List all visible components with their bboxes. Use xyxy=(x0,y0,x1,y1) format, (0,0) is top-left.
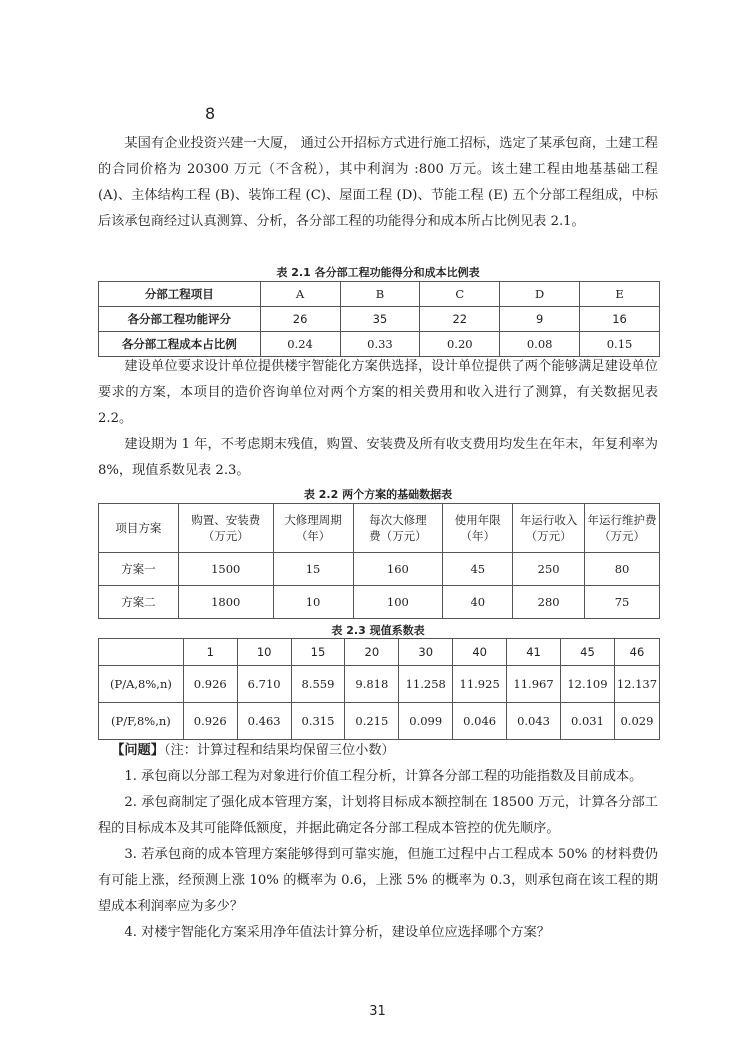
table3-cell: 12.137 xyxy=(614,666,659,703)
questions-heading xyxy=(98,738,658,764)
header-line: 费（万元） xyxy=(369,529,427,543)
table2-cell: 10 xyxy=(273,586,353,619)
table1-cell: 0.08 xyxy=(500,332,580,357)
paragraph-2 xyxy=(98,354,658,432)
table3-header-cell: 41 xyxy=(507,639,561,666)
table-row xyxy=(99,553,660,586)
table1-cell: 26 xyxy=(260,307,340,332)
table3-cell: 0.926 xyxy=(183,666,237,703)
header-line: 购置、安装费 xyxy=(191,513,261,527)
table2-header-cell xyxy=(273,504,353,553)
table3-cell: 0.926 xyxy=(183,703,237,740)
intro-paragraph xyxy=(98,131,658,235)
question-item: 2. 承包商制定了强化成本管理方案，计划将目标成本额控制在 18500 万元，计算各分部工程的目标成本及其可能降低额度，并据此确定各分部工程成本管控的优先顺序。 xyxy=(98,795,658,836)
table-row xyxy=(99,332,660,357)
table1-caption: 表 2.1 各分部工程功能得分和成本比例表 xyxy=(276,266,480,279)
table2-cell: 100 xyxy=(353,586,443,619)
questions-note: （注：计算过程和结果均保留三位小数） xyxy=(163,743,395,758)
table2-caption: 表 2.2 两个方案的基础数据表 xyxy=(303,488,453,501)
table3-cell: 0.099 xyxy=(399,703,453,740)
table3-header-cell: 46 xyxy=(614,639,659,666)
table3-cell: 0.315 xyxy=(291,703,345,740)
table1-header-row xyxy=(99,282,660,307)
table-row xyxy=(99,703,660,740)
table1-header-cell: 分部工程项目 xyxy=(99,282,261,307)
paragraph-2-text: 建设单位要求设计单位提供楼宇智能化方案供选择，设计单位提供了两个能够满足建设单位要求的方案，本项目的造价咨询单位对两个方案的相关费用和收入进行了测算，有关数据见表 2.2。 xyxy=(98,359,658,426)
table3-cell: 12.109 xyxy=(561,666,615,703)
table3-header-cell: 10 xyxy=(237,639,291,666)
table3-cell: 0.046 xyxy=(453,703,507,740)
table3-row-label: (P/F,8%,n) xyxy=(99,703,184,740)
table3-row-label: (P/A,8%,n) xyxy=(99,666,184,703)
page-number: 31 xyxy=(369,1004,386,1019)
table3-header-cell: 15 xyxy=(291,639,345,666)
table3 xyxy=(98,638,660,740)
table2-cell: 280 xyxy=(513,586,585,619)
table2-cell: 40 xyxy=(443,586,513,619)
header-line: 大修理周期 xyxy=(284,513,342,527)
table1-header-cell: E xyxy=(580,282,660,307)
table1-cell: 22 xyxy=(420,307,500,332)
table3-header-cell: 20 xyxy=(345,639,399,666)
table2-header-cell xyxy=(513,504,585,553)
table2-cell: 1800 xyxy=(178,586,273,619)
table1-cell: 35 xyxy=(340,307,420,332)
header-line: （万元） xyxy=(599,529,646,543)
table1-cell: 0.33 xyxy=(340,332,420,357)
table3-cell: 9.818 xyxy=(345,666,399,703)
table3-cell: 0.031 xyxy=(561,703,615,740)
table2-header-cell xyxy=(443,504,513,553)
intro-text: 某国有企业投资兴建一大厦， 通过公开招标方式进行施工招标，选定了某承包商，土建工程的合同价格为 20300 万元（不含税），其中利润为 :800 万元。该土建工程由地基基础工程 (A)、主体结构工程 (B)、装饰工程 (C)、屋面工程 (D)、节能工程 (E) 五个分部工程组成，中标后该承包商经过认真测算、分析，各分部工程的功能得分和成本所占比例见表 2.1。 xyxy=(98,136,658,229)
table2-row-label: 方案二 xyxy=(99,586,179,619)
table2-header-cell xyxy=(585,504,660,553)
header-line: （万元） xyxy=(525,529,572,543)
table3-header-row xyxy=(99,639,660,666)
header-line: 年运行维护费 xyxy=(587,513,657,527)
questions-section xyxy=(98,738,658,946)
section-number: 8 xyxy=(205,104,216,123)
table3-header-cell: 45 xyxy=(561,639,615,666)
header-line: （年） xyxy=(295,529,331,543)
question-item: 3. 若承包商的成本管理方案能够得到可靠实施，但施工过程中占工程成本 50% 的材料费仍有可能上涨，经预测上涨 10% 的概率为 0.6，上涨 5% 的概率为 0.3，则承包商在该工程的期望成本利润率应为多少？ xyxy=(98,847,658,914)
header-line: 每次大修理 xyxy=(369,513,427,527)
table3-cell: 8.559 xyxy=(291,666,345,703)
table3-cell: 0.043 xyxy=(507,703,561,740)
table3-cell: 11.967 xyxy=(507,666,561,703)
table1-row-label: 各分部工程成本占比例 xyxy=(99,332,261,357)
table3-header-cell: 1 xyxy=(183,639,237,666)
table1 xyxy=(98,281,660,357)
table1-cell: 0.20 xyxy=(420,332,500,357)
table3-cell: 11.925 xyxy=(453,666,507,703)
table-row xyxy=(99,307,660,332)
table1-cell: 16 xyxy=(580,307,660,332)
table2-header-row xyxy=(99,504,660,553)
table2-cell: 45 xyxy=(443,553,513,586)
table3-cell: 6.710 xyxy=(237,666,291,703)
table2-cell: 80 xyxy=(585,553,660,586)
table1-header-cell: C xyxy=(420,282,500,307)
questions-title: 【问题】 xyxy=(111,743,164,758)
table2-cell: 15 xyxy=(273,553,353,586)
header-line: （年） xyxy=(460,529,496,543)
table1-cell: 0.24 xyxy=(260,332,340,357)
paragraph-3-text: 建设期为 1 年，不考虑期末残值，购置、安装费及所有收支费用均发生在年末，年复利率为 8%，现值系数见表 2.3。 xyxy=(98,437,658,478)
header-line: 项目方案 xyxy=(115,521,162,535)
table2-header-cell xyxy=(353,504,443,553)
question-item: 4. 对楼宇智能化方案采用净年值法计算分析，建设单位应选择哪个方案？ xyxy=(124,925,550,940)
table3-caption: 表 2.3 现值系数表 xyxy=(331,624,425,637)
table3-header-cell: 30 xyxy=(399,639,453,666)
table2 xyxy=(98,503,660,619)
table3-cell: 11.258 xyxy=(399,666,453,703)
table-row xyxy=(99,666,660,703)
table3-header-cell xyxy=(99,639,184,666)
table2-cell: 250 xyxy=(513,553,585,586)
table1-header-cell: D xyxy=(500,282,580,307)
table2-header-cell xyxy=(99,504,179,553)
table2-header-cell xyxy=(178,504,273,553)
table3-cell: 0.215 xyxy=(345,703,399,740)
header-line: 使用年限 xyxy=(454,513,501,527)
header-line: 年运行收入 xyxy=(519,513,578,527)
table1-header-cell: A xyxy=(260,282,340,307)
table1-header-cell: B xyxy=(340,282,420,307)
header-line: （万元） xyxy=(202,529,249,543)
table1-cell: 0.15 xyxy=(580,332,660,357)
table2-cell: 1500 xyxy=(178,553,273,586)
table3-header-cell: 40 xyxy=(453,639,507,666)
table1-row-label: 各分部工程功能评分 xyxy=(99,307,261,332)
table1-cell: 9 xyxy=(500,307,580,332)
table3-cell: 0.463 xyxy=(237,703,291,740)
question-item: 1. 承包商以分部工程为对象进行价值工程分析，计算各分部工程的功能指数及目前成本。 xyxy=(124,769,643,784)
table-row xyxy=(99,586,660,619)
paragraph-3 xyxy=(98,432,658,484)
table3-cell: 0.029 xyxy=(614,703,659,740)
table2-cell: 160 xyxy=(353,553,443,586)
table2-cell: 75 xyxy=(585,586,660,619)
table2-row-label: 方案一 xyxy=(99,553,179,586)
